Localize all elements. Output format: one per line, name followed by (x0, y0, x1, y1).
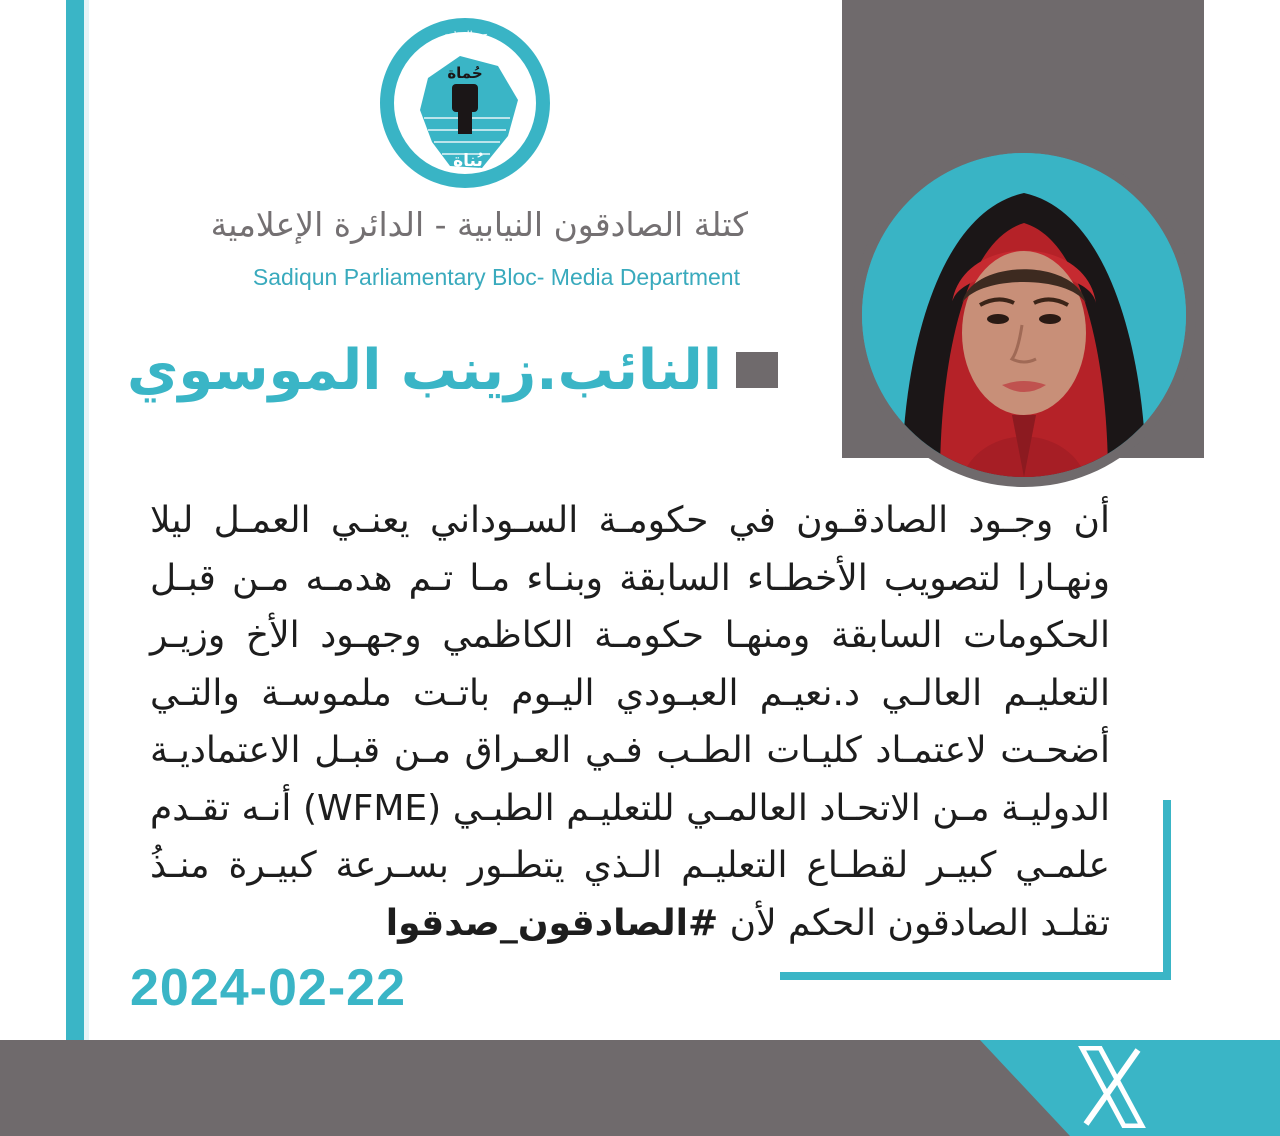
logo-bottom-word: بُناة (453, 151, 483, 171)
post-date: 2024-02-22 (130, 959, 406, 1017)
left-accent-shadow (84, 0, 89, 1040)
logo-top-word: حُماة (447, 64, 483, 82)
x-icon (1078, 1046, 1146, 1128)
statement-hashtag: #الصادقون_صدقوا (385, 902, 719, 944)
sadiqun-bloc-logo (380, 18, 550, 188)
statement-text (150, 492, 1110, 952)
portrait-illustration (862, 153, 1186, 477)
text-frame-right (1163, 800, 1171, 980)
bloc-title-arabic: كتلة الصادقون النيابية - الدائرة الإعلامية (210, 205, 748, 244)
portrait-photo (862, 153, 1186, 477)
statement-body: أن وجـود الصادقـون في حكومـة السـوداني يعنـي العمـل ليلا ونهـارا لتصويب الأخطـاء السابقة وبنـاء مـا تـم هدمـه مـن قبـل الحكومات السابقة ومنهـا حكومـة الكاظمي وجهـود الأخ وزيـر التعليـم العالـي د.نعيـم العبـودي اليـوم باتـت ملموسـة والتـي أضحـت لاعتمـاد كليـات الطـب فـي العـراق مـن قبـل الاعتماديـة الدوليـة مـن الاتحـاد العالمـي للتعليـم الطبـي (WFME) أنـه تقـدم علمـي كبيـر لقطـاع التعليـم الـذي يتطـور بسـرعة كبيـرة منـذُ تقلـد الصادقون الحكم لأن (150, 500, 1111, 944)
bloc-title-english: Sadiqun Parliamentary Bloc- Media Department (252, 264, 740, 290)
text-frame-bottom (780, 972, 1171, 980)
logo-arc-text: حركة الصادقون (430, 29, 500, 49)
name-marker-square (736, 352, 778, 388)
person-name: النائب.زينب الموسوي (127, 338, 722, 403)
left-accent-bar (66, 0, 84, 1040)
